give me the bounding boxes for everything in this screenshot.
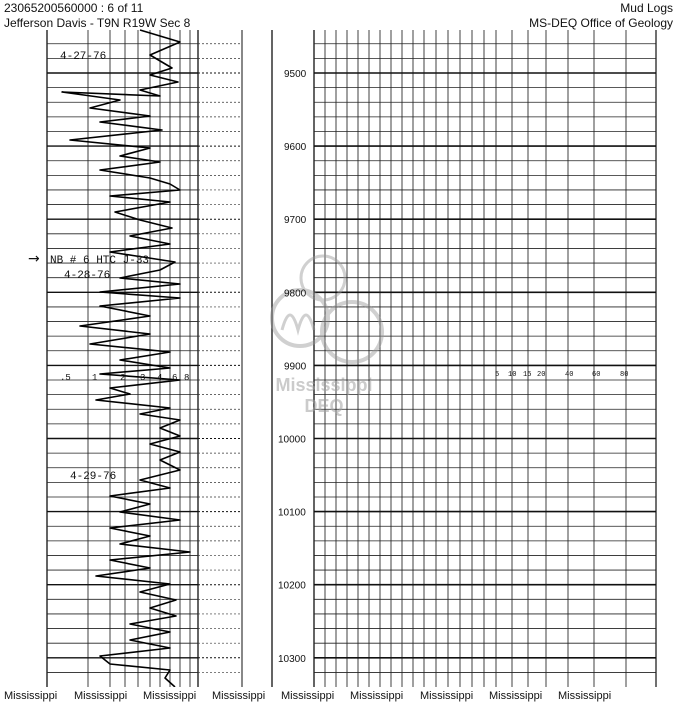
drill-rate-scale-label: 2 [120, 373, 126, 383]
date-note: 4-27-76 [60, 51, 107, 63]
depth-label: 9900 [284, 361, 307, 373]
watermark-line2: DEQ [304, 396, 344, 416]
gas-scale-label: 40 [565, 371, 574, 379]
footer-watermark-word: Mississippi [489, 690, 543, 702]
bit-change-note: NB # 6 HTC J-33 [50, 255, 150, 267]
watermark-line1: Mississippi [275, 375, 373, 395]
drill-rate-scale-label: 3 [140, 373, 146, 383]
depth-label: 9500 [284, 69, 307, 80]
gas-scale-label: 80 [620, 371, 629, 379]
date-note: 4-29-76 [70, 471, 117, 483]
gas-scale-label: 20 [537, 371, 546, 379]
document-type: Mud Logs [620, 1, 673, 15]
depth-label: 9700 [284, 215, 307, 227]
drill-rate-curve [62, 30, 190, 687]
footer-watermark-strip [0, 687, 679, 705]
gas-scale-label: 15 [523, 371, 532, 379]
well-location: Jefferson Davis - T9N R19W Sec 8 [4, 16, 191, 30]
footer-watermark-word: Mississippi [74, 690, 128, 702]
log-grid [47, 30, 656, 687]
agency-name: MS-DEQ Office of Geology [529, 16, 673, 30]
footer-watermark-word: Mississippi [4, 690, 58, 702]
document-id: 23065200560000 : 6 of 11 [4, 1, 144, 15]
footer-watermark-word: Mississippi [558, 690, 612, 702]
drill-rate-scale-label: .5 [60, 373, 71, 383]
depth-label: 9800 [284, 288, 307, 300]
drill-rate-scale-label: 6 [172, 373, 178, 383]
footer-watermark-word: Mississippi [281, 690, 335, 702]
depth-label: 9600 [284, 142, 307, 154]
gas-scale-label: 60 [592, 371, 601, 379]
footer-watermark-word: Mississippi [350, 690, 404, 702]
drill-rate-scale-label: 1 [92, 373, 98, 383]
depth-label: 10100 [278, 507, 306, 519]
gas-scale-label: 10 [508, 371, 517, 379]
drill-rate-scale-label: 4 [157, 373, 163, 383]
depth-label: 10000 [278, 434, 306, 446]
gas-scale-label: 5 [495, 371, 500, 379]
footer-watermark-word: Mississippi [420, 690, 474, 702]
drill-rate-scale-label: 8 [184, 373, 190, 383]
footer-watermark-word: Mississippi [143, 690, 197, 702]
footer-watermark-word: Mississippi [212, 690, 266, 702]
depth-label: 10200 [278, 580, 306, 592]
deq-seal-watermark [272, 256, 382, 362]
arrow-icon: → [28, 251, 40, 267]
date-note: 4-28-76 [64, 270, 111, 282]
depth-label: 10300 [278, 653, 306, 665]
